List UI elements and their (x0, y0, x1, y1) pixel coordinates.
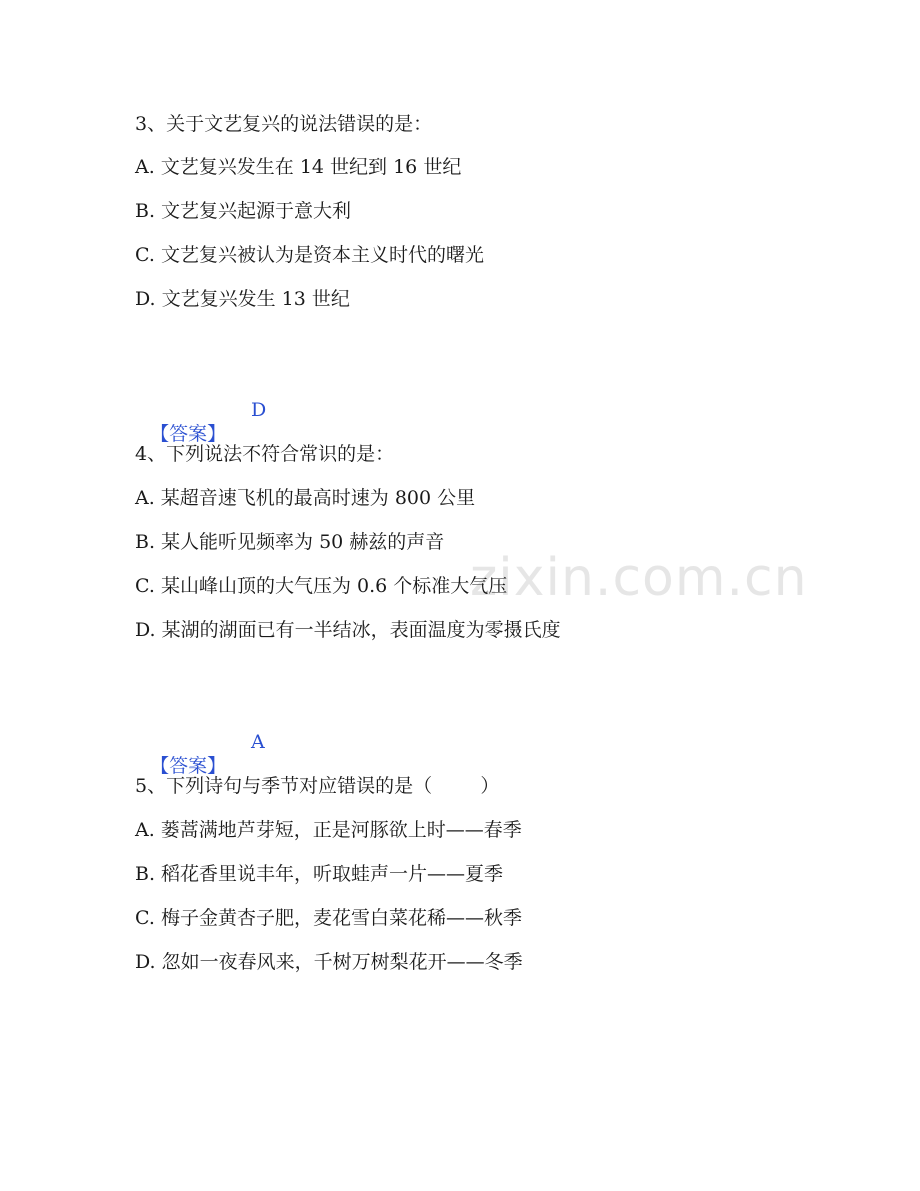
question-3-answer (138, 398, 267, 446)
question-4-prompt: 4、下列说法不符合常识的是： (135, 443, 395, 465)
answer-value: A (251, 731, 265, 753)
question-5-prompt: 5、下列诗句与季节对应错误的是（ ） (135, 775, 500, 797)
answer-label: 【答案】 (150, 755, 227, 777)
question-4-option-d: D. 某湖的湖面已有一半结冰，表面温度为零摄氏度 (135, 619, 561, 641)
question-5-option-a: A. 蒌蒿满地芦芽短，正是河豚欲上时——春季 (135, 819, 522, 841)
answer-label: 【答案】 (150, 423, 227, 445)
question-3-option-c: C. 文艺复兴被认为是资本主义时代的曙光 (135, 244, 484, 266)
question-4-answer (138, 730, 265, 778)
question-5-option-d: D. 忽如一夜春风来，千树万树梨花开——冬季 (135, 951, 523, 973)
question-4-option-c: C. 某山峰山顶的大气压为 0.6 个标准大气压 (135, 575, 508, 597)
question-3-option-a: A. 文艺复兴发生在 14 世纪到 16 世纪 (135, 156, 462, 178)
question-4-option-a: A. 某超音速飞机的最高时速为 800 公里 (135, 487, 476, 509)
watermark: zixin.com.cn (470, 548, 808, 608)
question-3-option-b: B. 文艺复兴起源于意大利 (135, 200, 352, 222)
question-5-option-b: B. 稻花香里说丰年，听取蛙声一片——夏季 (135, 863, 504, 885)
question-4-option-b: B. 某人能听见频率为 50 赫兹的声音 (135, 531, 445, 553)
question-5-option-c: C. 梅子金黄杏子肥，麦花雪白菜花稀——秋季 (135, 907, 522, 929)
answer-value: D (251, 399, 267, 421)
question-3-option-d: D. 文艺复兴发生 13 世纪 (135, 288, 350, 310)
question-3-prompt: 3、关于文艺复兴的说法错误的是： (135, 113, 433, 135)
